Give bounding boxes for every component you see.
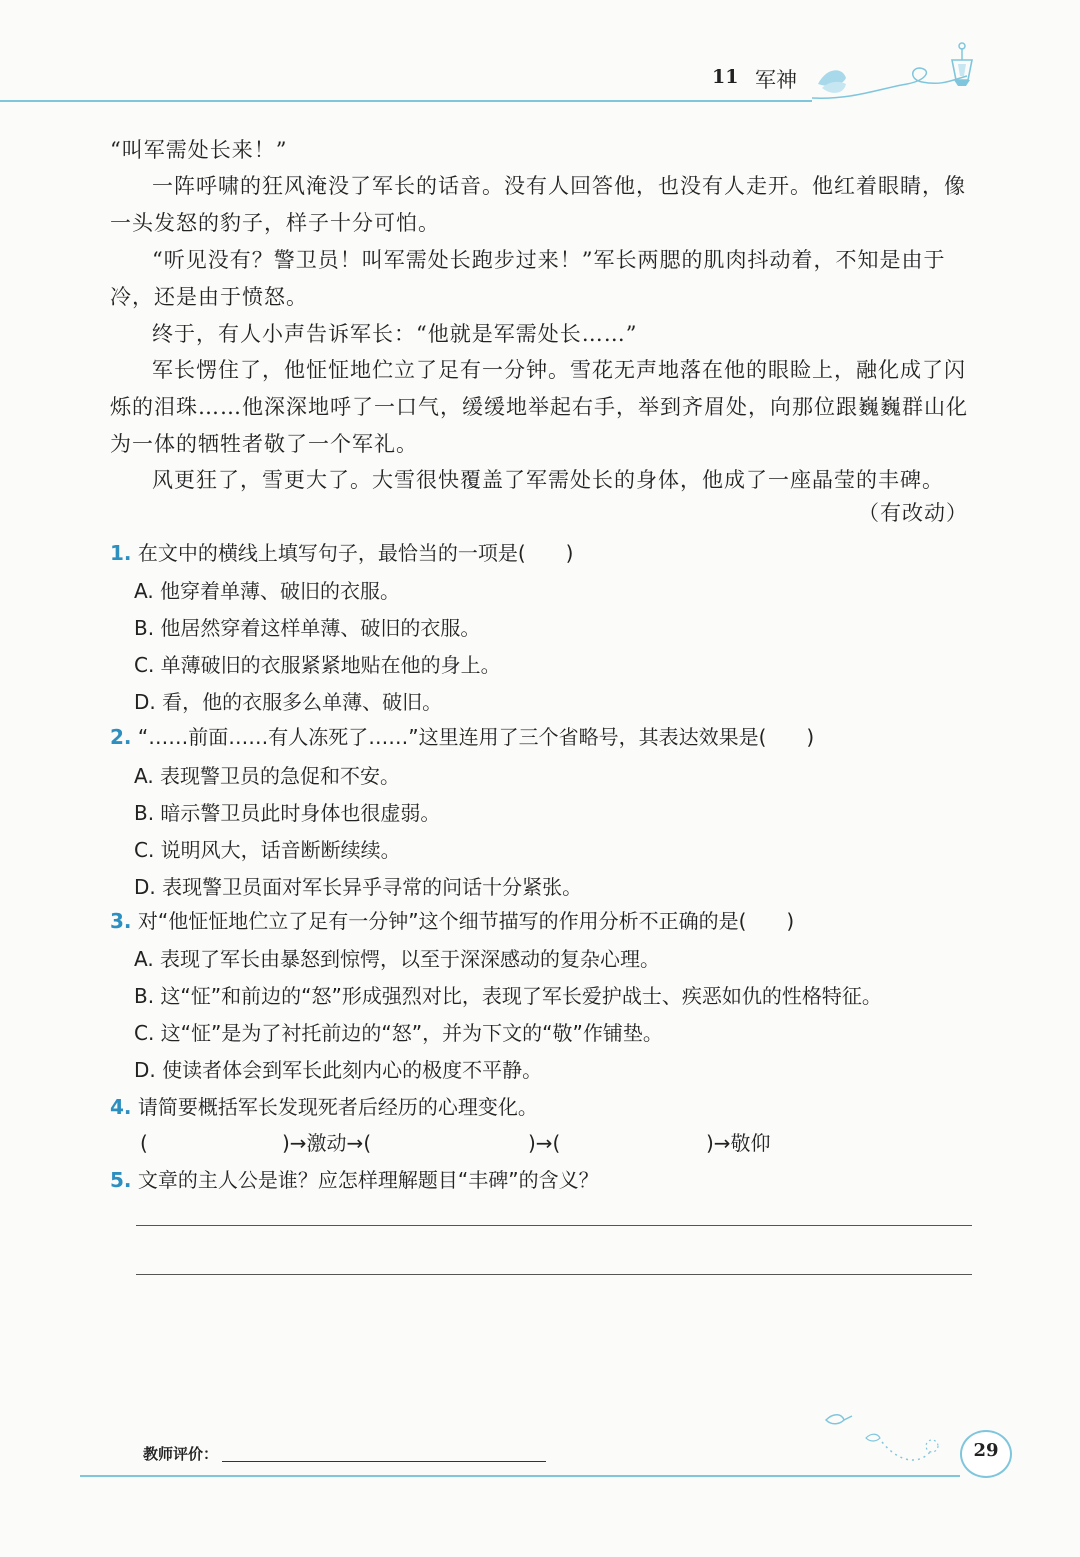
question-number: 2. <box>110 725 132 749</box>
question-text: 文章的主人公是谁？应怎样理解题目“丰碑”的含义？ <box>137 1168 599 1192</box>
question-text: 在文中的横线上填写句子，最恰当的一项是( ) <box>137 541 574 565</box>
teacher-evaluation-line[interactable] <box>222 1461 546 1462</box>
blank-open[interactable]: ( <box>140 1131 148 1155</box>
question-text: 对“他怔怔地伫立了足有一分钟”这个细节描写的作用分析不正确的是( ) <box>137 909 795 933</box>
footer-rule <box>80 1475 960 1477</box>
chapter-number: 11 <box>712 66 739 88</box>
option[interactable]: B. 他居然穿着这样单薄、破旧的衣服。 <box>134 616 481 640</box>
option[interactable]: C. 说明风大，话音断断续续。 <box>134 838 401 862</box>
option[interactable]: D. 看，他的衣服多么单薄、破旧。 <box>134 690 443 714</box>
question-4 <box>110 1092 538 1122</box>
blank-middle[interactable]: )→( <box>528 1131 561 1155</box>
page-number: 29 <box>973 1440 999 1461</box>
source-note: （有改动） <box>858 501 968 525</box>
question-number: 1. <box>110 541 132 565</box>
question-number: 4. <box>110 1095 132 1119</box>
option[interactable]: D. 使读者体会到军长此刻内心的极度不平静。 <box>134 1058 543 1082</box>
option[interactable]: B. 暗示警卫员此时身体也很虚弱。 <box>134 801 441 825</box>
story-paragraph: “听见没有？警卫员！叫军需处长跑步过来！”军长两腮的肌肉抖动着，不知是由于冷，还是由于愤怒。 <box>110 248 946 309</box>
answer-line[interactable] <box>136 1225 972 1226</box>
question-2 <box>110 722 814 752</box>
option[interactable]: C. 这“怔”是为了衬托前边的“怒”，并为下文的“敬”作铺垫。 <box>134 1021 663 1045</box>
story-paragraph: 终于，有人小声告诉军长：“他就是军需处长……” <box>152 322 638 346</box>
header-rule <box>0 100 812 102</box>
option[interactable]: C. 单薄破旧的衣服紧紧地贴在他的身上。 <box>134 653 501 677</box>
question-number: 5. <box>110 1168 132 1192</box>
bird-dotted-path-decoration-icon <box>820 1408 960 1468</box>
option[interactable]: D. 表现警卫员面对军长异乎寻常的问话十分紧张。 <box>134 875 583 899</box>
question-3 <box>110 906 794 936</box>
question-number: 3. <box>110 909 132 933</box>
teacher-evaluation-label: 教师评价： <box>143 1445 219 1463</box>
blank-excited[interactable]: )→激动→( <box>282 1131 372 1155</box>
option[interactable]: A. 表现警卫员的急促和不安。 <box>134 764 401 788</box>
story-paragraph: “叫军需处长来！” <box>110 138 288 162</box>
chapter-title: 军神 <box>755 68 797 92</box>
question-1 <box>110 538 573 568</box>
answer-line[interactable] <box>136 1274 972 1275</box>
story-paragraph: 风更狂了，雪更大了。大雪很快覆盖了军需处长的身体，他成了一座晶莹的丰碑。 <box>152 468 944 492</box>
story-paragraph: 一阵呼啸的狂风淹没了军长的话音。没有人回答他，也没有人走开。他红着眼睛，像一头发怒的豹子，样子十分可怕。 <box>110 174 966 235</box>
option[interactable]: B. 这“怔”和前边的“怒”形成强烈对比，表现了军长爱护战士、疾恶如仇的性格特征。 <box>134 984 882 1008</box>
question-text: 请简要概括军长发现死者后经历的心理变化。 <box>137 1095 538 1119</box>
blank-admire[interactable]: )→敬仰 <box>706 1131 771 1155</box>
question-text: “……前面……有人冻死了……”这里连用了三个省略号，其表达效果是( ) <box>137 725 815 749</box>
butterfly-lamp-decoration-icon <box>812 40 1002 102</box>
option[interactable]: A. 他穿着单薄、破旧的衣服。 <box>134 579 401 603</box>
question-5 <box>110 1165 599 1195</box>
option[interactable]: A. 表现了军长由暴怒到惊愕，以至于深深感动的复杂心理。 <box>134 947 661 971</box>
story-paragraph: 军长愣住了，他怔怔地伫立了足有一分钟。雪花无声地落在他的眼睑上，融化成了闪烁的泪珠……他深深地呼了一口气，缓缓地举起右手，举到齐眉处，向那位跟巍巍群山化为一体的牺牲者敬了一个军礼。 <box>110 358 968 456</box>
